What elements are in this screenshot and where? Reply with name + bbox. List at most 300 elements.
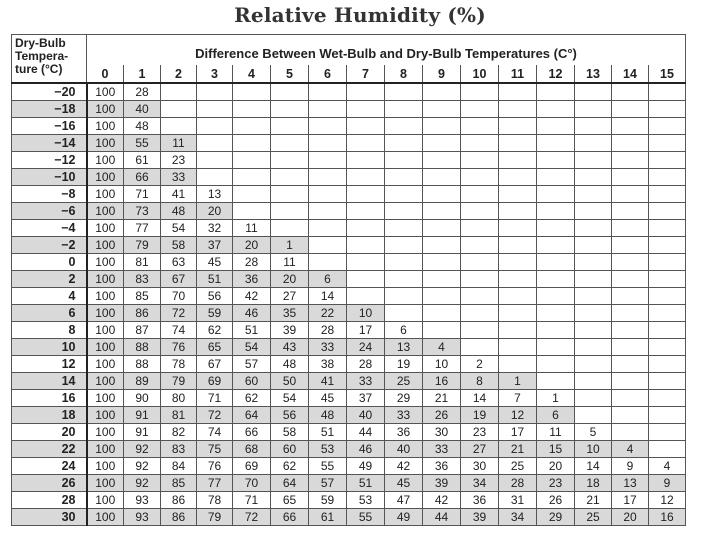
empty-cell — [461, 83, 499, 101]
humidity-value: 100 — [87, 424, 124, 441]
empty-cell — [575, 152, 612, 169]
humidity-value: 17 — [499, 424, 537, 441]
humidity-value: 39 — [461, 509, 499, 526]
humidity-value: 85 — [161, 475, 197, 492]
humidity-value: 9 — [612, 458, 649, 475]
humidity-value: 100 — [87, 390, 124, 407]
empty-cell — [575, 390, 612, 407]
humidity-value: 33 — [347, 373, 385, 390]
empty-cell — [575, 118, 612, 135]
humidity-value: 24 — [347, 339, 385, 356]
empty-cell — [612, 186, 649, 203]
humidity-value: 93 — [124, 492, 161, 509]
humidity-value: 69 — [197, 373, 233, 390]
empty-cell — [385, 237, 423, 254]
empty-cell — [575, 356, 612, 373]
table-row — [12, 407, 686, 424]
humidity-value: 15 — [537, 441, 575, 458]
empty-cell — [575, 305, 612, 322]
empty-cell — [575, 169, 612, 186]
humidity-value: 28 — [309, 322, 347, 339]
humidity-value: 11 — [271, 254, 309, 271]
empty-cell — [233, 83, 271, 101]
column-header-0: 0 — [87, 65, 124, 83]
humidity-value: 64 — [271, 475, 309, 492]
row-temperature: 10 — [12, 339, 87, 356]
humidity-value: 7 — [499, 390, 537, 407]
empty-cell — [649, 322, 686, 339]
empty-cell — [271, 101, 309, 118]
table-row — [12, 424, 686, 441]
humidity-value: 68 — [233, 441, 271, 458]
column-header-15: 15 — [649, 65, 686, 83]
empty-cell — [575, 373, 612, 390]
empty-cell — [233, 118, 271, 135]
empty-cell — [499, 118, 537, 135]
empty-cell — [612, 135, 649, 152]
empty-cell — [499, 101, 537, 118]
humidity-value: 14 — [309, 288, 347, 305]
empty-cell — [347, 118, 385, 135]
humidity-value: 6 — [537, 407, 575, 424]
humidity-value: 28 — [124, 83, 161, 101]
humidity-value: 54 — [161, 220, 197, 237]
humidity-value: 4 — [649, 458, 686, 475]
humidity-value: 13 — [197, 186, 233, 203]
humidity-value: 16 — [423, 373, 461, 390]
humidity-value: 21 — [499, 441, 537, 458]
humidity-value: 47 — [385, 492, 423, 509]
empty-cell — [461, 237, 499, 254]
table-row — [12, 152, 686, 169]
empty-cell — [271, 135, 309, 152]
empty-cell — [537, 203, 575, 220]
empty-cell — [612, 203, 649, 220]
empty-cell — [197, 169, 233, 186]
empty-cell — [385, 203, 423, 220]
empty-cell — [612, 373, 649, 390]
empty-cell — [499, 135, 537, 152]
humidity-value: 66 — [233, 424, 271, 441]
column-header-2: 2 — [161, 65, 197, 83]
table-row — [12, 203, 686, 220]
empty-cell — [423, 135, 461, 152]
humidity-value: 56 — [271, 407, 309, 424]
humidity-value: 23 — [537, 475, 575, 492]
empty-cell — [612, 83, 649, 101]
humidity-value: 43 — [271, 339, 309, 356]
column-header-4: 4 — [233, 65, 271, 83]
empty-cell — [649, 373, 686, 390]
humidity-value: 80 — [161, 390, 197, 407]
humidity-value: 11 — [161, 135, 197, 152]
humidity-value: 100 — [87, 254, 124, 271]
humidity-value: 74 — [161, 322, 197, 339]
column-header-10: 10 — [461, 65, 499, 83]
humidity-value: 100 — [87, 152, 124, 169]
column-header-13: 13 — [575, 65, 612, 83]
column-header-11: 11 — [499, 65, 537, 83]
humidity-value: 53 — [309, 441, 347, 458]
table-row — [12, 441, 686, 458]
column-header-3: 3 — [197, 65, 233, 83]
empty-cell — [161, 101, 197, 118]
humidity-value: 54 — [233, 339, 271, 356]
empty-cell — [537, 83, 575, 101]
empty-cell — [499, 288, 537, 305]
row-temperature: 4 — [12, 288, 87, 305]
empty-cell — [499, 271, 537, 288]
humidity-value: 20 — [612, 509, 649, 526]
humidity-value: 39 — [423, 475, 461, 492]
empty-cell — [309, 118, 347, 135]
empty-cell — [499, 203, 537, 220]
humidity-value: 71 — [124, 186, 161, 203]
humidity-value: 100 — [87, 101, 124, 118]
empty-cell — [499, 339, 537, 356]
humidity-value: 8 — [461, 373, 499, 390]
row-temperature: 22 — [12, 441, 87, 458]
humidity-value: 66 — [124, 169, 161, 186]
humidity-value: 100 — [87, 83, 124, 101]
humidity-value: 48 — [309, 407, 347, 424]
humidity-value: 12 — [649, 492, 686, 509]
empty-cell — [271, 203, 309, 220]
empty-cell — [347, 101, 385, 118]
empty-cell — [649, 237, 686, 254]
empty-cell — [649, 288, 686, 305]
humidity-value: 42 — [423, 492, 461, 509]
humidity-value: 56 — [197, 288, 233, 305]
humidity-value: 14 — [575, 458, 612, 475]
humidity-value: 58 — [271, 424, 309, 441]
empty-cell — [612, 356, 649, 373]
humidity-value: 28 — [347, 356, 385, 373]
empty-cell — [499, 186, 537, 203]
table-row — [12, 305, 686, 322]
humidity-value: 2 — [461, 356, 499, 373]
table-row — [12, 237, 686, 254]
table-row — [12, 458, 686, 475]
table-row — [12, 356, 686, 373]
empty-cell — [347, 169, 385, 186]
humidity-value: 74 — [197, 424, 233, 441]
empty-cell — [537, 305, 575, 322]
humidity-value: 5 — [575, 424, 612, 441]
row-temperature: 20 — [12, 424, 87, 441]
empty-cell — [575, 186, 612, 203]
empty-cell — [537, 356, 575, 373]
humidity-value: 33 — [385, 407, 423, 424]
empty-cell — [161, 83, 197, 101]
humidity-value: 54 — [271, 390, 309, 407]
empty-cell — [461, 322, 499, 339]
row-temperature: −12 — [12, 152, 87, 169]
table-row — [12, 475, 686, 492]
row-temperature: 0 — [12, 254, 87, 271]
humidity-value: 92 — [124, 475, 161, 492]
empty-cell — [271, 118, 309, 135]
empty-cell — [233, 135, 271, 152]
humidity-value: 30 — [461, 458, 499, 475]
humidity-value: 46 — [233, 305, 271, 322]
humidity-value: 36 — [423, 458, 461, 475]
empty-cell — [347, 220, 385, 237]
empty-cell — [649, 220, 686, 237]
empty-cell — [537, 169, 575, 186]
empty-cell — [233, 101, 271, 118]
table-row — [12, 492, 686, 509]
column-header-14: 14 — [612, 65, 649, 83]
humidity-value: 19 — [461, 407, 499, 424]
humidity-value: 20 — [197, 203, 233, 220]
humidity-value: 45 — [197, 254, 233, 271]
table-row — [12, 322, 686, 339]
row-temperature: 16 — [12, 390, 87, 407]
row-temperature: −20 — [12, 83, 87, 101]
table-row — [12, 101, 686, 118]
empty-cell — [575, 220, 612, 237]
empty-cell — [612, 169, 649, 186]
empty-cell — [575, 254, 612, 271]
empty-cell — [233, 186, 271, 203]
humidity-value: 66 — [271, 509, 309, 526]
empty-cell — [309, 237, 347, 254]
empty-cell — [197, 83, 233, 101]
row-temperature: 26 — [12, 475, 87, 492]
humidity-value: 55 — [347, 509, 385, 526]
humidity-value: 100 — [87, 458, 124, 475]
empty-cell — [649, 390, 686, 407]
empty-cell — [461, 186, 499, 203]
humidity-value: 41 — [161, 186, 197, 203]
empty-cell — [347, 186, 385, 203]
empty-cell — [385, 152, 423, 169]
humidity-value: 64 — [233, 407, 271, 424]
humidity-value: 100 — [87, 169, 124, 186]
humidity-value: 92 — [124, 458, 161, 475]
empty-cell — [309, 101, 347, 118]
humidity-value: 37 — [197, 237, 233, 254]
empty-cell — [309, 254, 347, 271]
humidity-value: 78 — [197, 492, 233, 509]
empty-cell — [537, 186, 575, 203]
empty-cell — [347, 152, 385, 169]
empty-cell — [575, 407, 612, 424]
humidity-value: 65 — [197, 339, 233, 356]
empty-cell — [612, 339, 649, 356]
humidity-value: 83 — [124, 271, 161, 288]
empty-cell — [423, 305, 461, 322]
humidity-value: 62 — [233, 390, 271, 407]
humidity-value: 48 — [161, 203, 197, 220]
humidity-value: 49 — [385, 509, 423, 526]
humidity-value: 92 — [124, 441, 161, 458]
empty-cell — [537, 220, 575, 237]
empty-cell — [385, 83, 423, 101]
humidity-value: 10 — [423, 356, 461, 373]
humidity-value: 10 — [347, 305, 385, 322]
humidity-value: 100 — [87, 475, 124, 492]
empty-cell — [347, 237, 385, 254]
empty-cell — [575, 203, 612, 220]
empty-cell — [612, 237, 649, 254]
humidity-value: 65 — [271, 492, 309, 509]
empty-cell — [197, 118, 233, 135]
table-row — [12, 220, 686, 237]
empty-cell — [649, 356, 686, 373]
table-row — [12, 271, 686, 288]
row-temperature: 14 — [12, 373, 87, 390]
humidity-value: 1 — [499, 373, 537, 390]
humidity-value: 40 — [124, 101, 161, 118]
humidity-value: 61 — [124, 152, 161, 169]
empty-cell — [612, 424, 649, 441]
empty-cell — [612, 254, 649, 271]
humidity-value: 89 — [124, 373, 161, 390]
humidity-value: 1 — [537, 390, 575, 407]
table-row — [12, 254, 686, 271]
humidity-value: 55 — [124, 135, 161, 152]
column-header-5: 5 — [271, 65, 309, 83]
relative-humidity-table — [11, 34, 686, 526]
column-header-8: 8 — [385, 65, 423, 83]
empty-cell — [575, 322, 612, 339]
empty-cell — [423, 220, 461, 237]
empty-cell — [423, 101, 461, 118]
humidity-value: 13 — [612, 475, 649, 492]
humidity-value: 100 — [87, 322, 124, 339]
humidity-value: 27 — [271, 288, 309, 305]
humidity-value: 100 — [87, 339, 124, 356]
empty-cell — [461, 339, 499, 356]
column-header-row — [12, 65, 686, 83]
empty-cell — [423, 322, 461, 339]
empty-cell — [423, 237, 461, 254]
empty-cell — [612, 118, 649, 135]
empty-cell — [271, 186, 309, 203]
humidity-value: 100 — [87, 356, 124, 373]
row-temperature: −8 — [12, 186, 87, 203]
empty-cell — [461, 203, 499, 220]
empty-cell — [385, 271, 423, 288]
humidity-value: 26 — [423, 407, 461, 424]
row-temperature: 2 — [12, 271, 87, 288]
humidity-value: 100 — [87, 492, 124, 509]
humidity-value: 100 — [87, 441, 124, 458]
empty-cell — [649, 339, 686, 356]
empty-cell — [461, 305, 499, 322]
humidity-value: 25 — [385, 373, 423, 390]
humidity-value: 88 — [124, 339, 161, 356]
humidity-value: 31 — [499, 492, 537, 509]
humidity-value: 17 — [612, 492, 649, 509]
humidity-value: 42 — [233, 288, 271, 305]
empty-cell — [499, 254, 537, 271]
empty-cell — [537, 373, 575, 390]
humidity-value: 79 — [161, 373, 197, 390]
humidity-value: 16 — [649, 509, 686, 526]
humidity-value: 37 — [347, 390, 385, 407]
humidity-value: 79 — [197, 509, 233, 526]
empty-cell — [612, 271, 649, 288]
empty-cell — [309, 152, 347, 169]
humidity-value: 17 — [347, 322, 385, 339]
row-temperature: 28 — [12, 492, 87, 509]
empty-cell — [423, 288, 461, 305]
humidity-value: 1 — [271, 237, 309, 254]
humidity-value: 75 — [197, 441, 233, 458]
humidity-value: 76 — [161, 339, 197, 356]
empty-cell — [575, 101, 612, 118]
empty-cell — [612, 322, 649, 339]
humidity-value: 53 — [347, 492, 385, 509]
humidity-value: 100 — [87, 237, 124, 254]
empty-cell — [649, 101, 686, 118]
humidity-value: 39 — [271, 322, 309, 339]
humidity-value: 70 — [233, 475, 271, 492]
humidity-value: 86 — [124, 305, 161, 322]
row-temperature: 30 — [12, 509, 87, 526]
empty-cell — [423, 271, 461, 288]
humidity-value: 88 — [124, 356, 161, 373]
empty-cell — [461, 271, 499, 288]
empty-cell — [499, 305, 537, 322]
humidity-value: 11 — [537, 424, 575, 441]
row-temperature: −2 — [12, 237, 87, 254]
humidity-value: 33 — [161, 169, 197, 186]
empty-cell — [385, 305, 423, 322]
humidity-value: 100 — [87, 509, 124, 526]
empty-cell — [347, 271, 385, 288]
humidity-value: 59 — [309, 492, 347, 509]
humidity-value: 71 — [233, 492, 271, 509]
humidity-value: 34 — [461, 475, 499, 492]
humidity-value: 48 — [124, 118, 161, 135]
humidity-value: 21 — [575, 492, 612, 509]
row-temperature: 6 — [12, 305, 87, 322]
empty-cell — [499, 83, 537, 101]
empty-cell — [649, 135, 686, 152]
humidity-value: 100 — [87, 288, 124, 305]
empty-cell — [385, 169, 423, 186]
humidity-value: 49 — [347, 458, 385, 475]
empty-cell — [197, 135, 233, 152]
empty-cell — [271, 169, 309, 186]
table-row — [12, 118, 686, 135]
empty-cell — [309, 220, 347, 237]
empty-cell — [649, 186, 686, 203]
empty-cell — [233, 152, 271, 169]
empty-cell — [385, 101, 423, 118]
humidity-value: 33 — [423, 441, 461, 458]
empty-cell — [271, 83, 309, 101]
humidity-value: 33 — [309, 339, 347, 356]
empty-cell — [537, 254, 575, 271]
humidity-value: 26 — [537, 492, 575, 509]
humidity-value: 60 — [233, 373, 271, 390]
empty-cell — [575, 288, 612, 305]
humidity-value: 19 — [385, 356, 423, 373]
humidity-value: 100 — [87, 203, 124, 220]
page-title: Relative Humidity (%) — [234, 3, 486, 27]
humidity-value: 22 — [309, 305, 347, 322]
humidity-value: 23 — [161, 152, 197, 169]
humidity-value: 67 — [161, 271, 197, 288]
empty-cell — [461, 288, 499, 305]
humidity-value: 6 — [385, 322, 423, 339]
empty-cell — [649, 152, 686, 169]
